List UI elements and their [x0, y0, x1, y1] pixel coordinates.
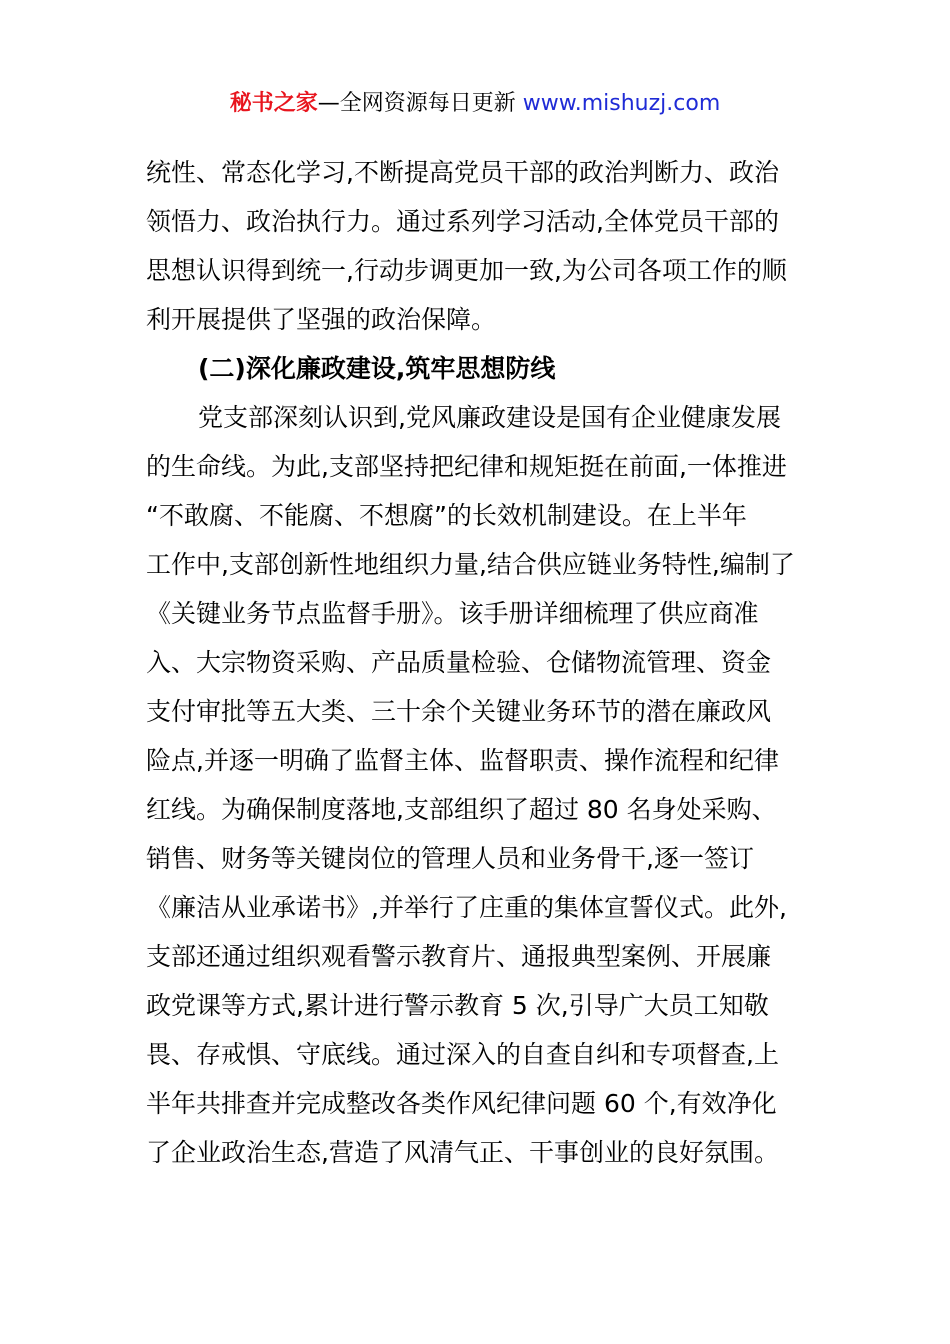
paragraph-line: 险点,并逐一明确了监督主体、监督职责、操作流程和纪律 — [146, 746, 779, 775]
paragraph-line: 畏、存戒惧、守底线。通过深入的自查自纠和专项督查,上 — [146, 1040, 779, 1069]
paragraph-line: 支部还通过组织观看警示教育片、通报典型案例、开展廉 — [146, 942, 772, 971]
brand-name: 秘书之家 — [229, 91, 318, 116]
paragraph-line: 半年共排查并完成整改各类作风纪律问题 60 个,有效净化 — [146, 1089, 777, 1118]
paragraph-line: 思想认识得到统一,行动步调更加一致,为公司各项工作的顺 — [146, 256, 787, 285]
paragraph-line: 工作中,支部创新性地组织力量,结合供应链业务特性,编制了 — [146, 550, 795, 579]
paragraph-line: 《廉洁从业承诺书》,并举行了庄重的集体宣誓仪式。此外, — [146, 893, 787, 922]
site-url: www.mishuzj.com — [522, 91, 721, 116]
paragraph-line: 了企业政治生态,营造了风清气正、干事创业的良好氛围。 — [146, 1138, 779, 1167]
paragraph-line: 红线。为确保制度落地,支部组织了超过 80 名身处采购、 — [146, 795, 777, 824]
header-tagline: —全网资源每日更新 — [317, 91, 516, 116]
paragraph-line: 领悟力、政治执行力。通过系列学习活动,全体党员干部的 — [146, 207, 779, 236]
paragraph-line: 入、大宗物资采购、产品质量检验、仓储物流管理、资金 — [146, 648, 772, 677]
document-body — [146, 148, 816, 1177]
paragraph-line: 统性、常态化学习,不断提高党员干部的政治判断力、政治 — [146, 158, 779, 187]
section-heading: (二)深化廉政建设,筑牢思想防线 — [198, 354, 556, 383]
page-header — [0, 86, 950, 122]
paragraph-line: 支付审批等五大类、三十余个关键业务环节的潜在廉政风 — [146, 697, 772, 726]
paragraph-line: 销售、财务等关键岗位的管理人员和业务骨干,逐一签订 — [146, 844, 754, 873]
paragraph-line: 的生命线。为此,支部坚持把纪律和规矩挺在前面,一体推进 — [146, 452, 787, 481]
paragraph-line: “不敢腐、不能腐、不想腐”的长效机制建设。在上半年 — [146, 501, 747, 530]
paragraph-line: 《关键业务节点监督手册》。该手册详细梳理了供应商准 — [146, 599, 759, 628]
paragraph-line: 政党课等方式,累计进行警示教育 5 次,引导广大员工知敬 — [146, 991, 769, 1020]
paragraph-line: 利开展提供了坚强的政治保障。 — [146, 305, 497, 334]
paragraph-line: 党支部深刻认识到,党风廉政建设是国有企业健康发展 — [198, 403, 781, 432]
